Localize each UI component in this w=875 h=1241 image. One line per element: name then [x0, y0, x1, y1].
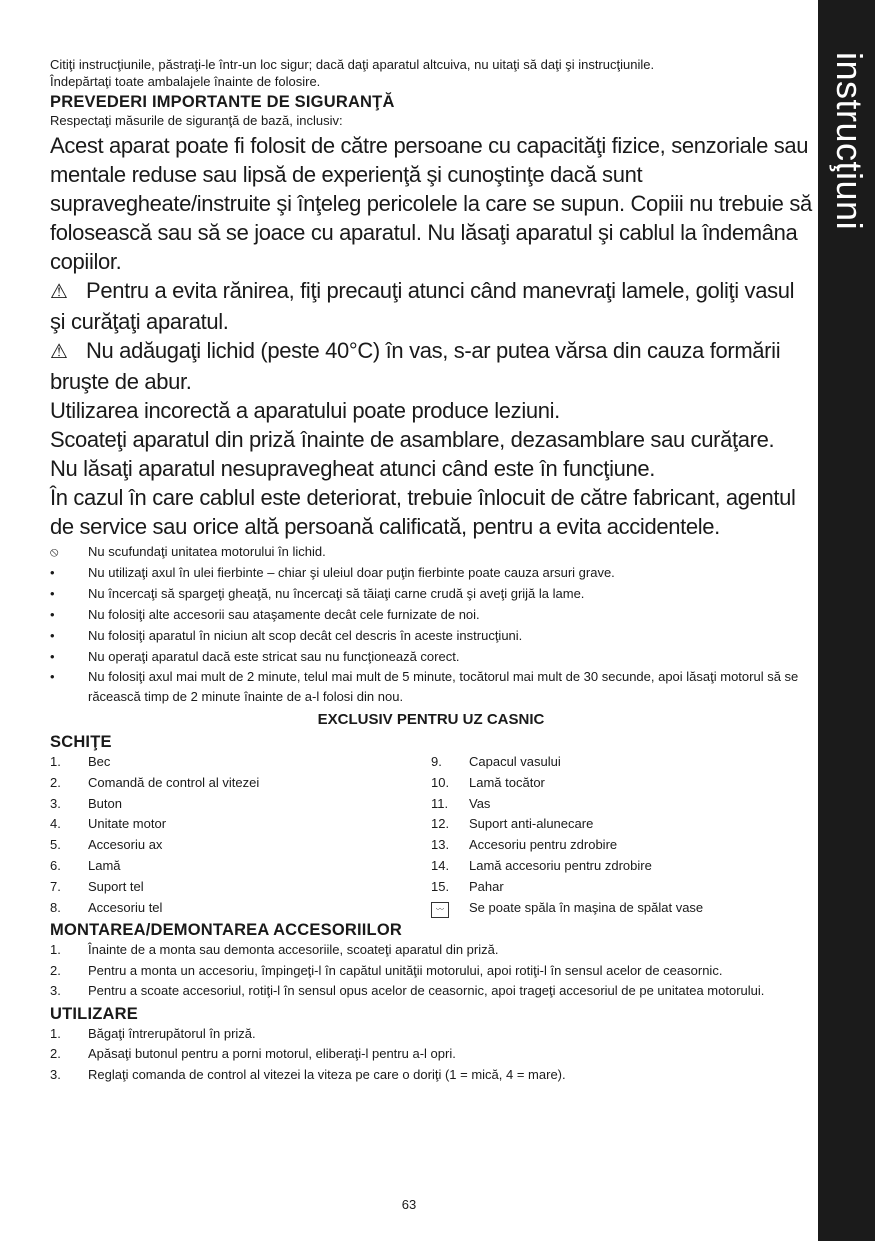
no-immerse-icon: ⦸	[50, 544, 59, 559]
parts-column-right	[431, 752, 812, 918]
step-number: 3.	[50, 1066, 61, 1082]
step-number: 1.	[50, 942, 61, 958]
part-item	[431, 752, 812, 773]
dishwasher-icon: 〰	[431, 898, 449, 919]
part-number: 9.	[431, 754, 442, 769]
part-label: Suport tel	[88, 878, 144, 894]
section-sidebar	[818, 0, 875, 1241]
list-item	[50, 981, 812, 1002]
list-item	[50, 604, 812, 625]
safety-warning-7: În cazul în care cablul este deteriorat, trebuie înlocuit de către fabricant, agentul de service sau orice altă persoană calificată, pentru a evita accidentele.	[50, 485, 796, 539]
safety-warning-3	[50, 336, 812, 396]
part-label: Pahar	[469, 878, 504, 894]
bullet: •	[50, 586, 55, 601]
part-item	[50, 835, 431, 856]
safety-list	[50, 541, 812, 707]
step-number: 2.	[50, 962, 61, 978]
bullet: •	[50, 565, 55, 580]
part-number: 15.	[431, 878, 450, 894]
part-item	[431, 814, 812, 835]
safety-subheading: Respectaţi măsurile de siguranţă de bază, inclusiv:	[50, 113, 343, 128]
part-item	[50, 794, 431, 815]
part-number: 11.	[431, 795, 449, 811]
part-item	[50, 814, 431, 835]
usage-heading: UTILIZARE	[50, 1004, 138, 1023]
part-label: Suport anti-alunecare	[469, 816, 594, 832]
part-number: 6.	[50, 857, 61, 873]
bullet: •	[50, 649, 55, 664]
list-item	[50, 940, 812, 961]
bullet: •	[50, 628, 55, 643]
part-item	[431, 877, 812, 898]
step-number: 2.	[50, 1046, 61, 1062]
part-item	[50, 752, 431, 773]
part-number: 10.	[431, 774, 450, 790]
dishwasher-safe-label: Se poate spăla în maşina de spălat vase	[469, 899, 704, 915]
part-label: Lamă accesoriu pentru zdrobire	[469, 857, 652, 873]
part-number: 4.	[50, 816, 61, 832]
list-item-text: Nu încercaţi să spargeţi gheaţă, nu încercaţi să tăiaţi carne crudă şi aveţi grijă la lame.	[88, 586, 585, 601]
part-label: Accesoriu ax	[88, 837, 163, 853]
list-item-text: Nu folosiţi aparatul în niciun alt scop decât cel descris în aceste instrucţiuni.	[88, 628, 523, 643]
warning-triangle-icon: ⚠	[50, 281, 68, 303]
list-item	[50, 541, 812, 562]
list-item-text: Nu folosiţi alte accesorii sau ataşamente decât cele furnizate de noi.	[88, 607, 480, 622]
list-item-text: Nu scufundaţi unitatea motorului în lichid.	[88, 544, 326, 559]
part-label: Accesoriu tel	[88, 899, 163, 915]
list-item	[50, 961, 812, 982]
intro-line-2: Îndepărtaţi toate ambalajele înainte de folosire.	[50, 74, 321, 89]
part-number: 2.	[50, 774, 61, 790]
assembly-list	[50, 940, 812, 1002]
part-label: Accesoriu pentru zdrobire	[469, 837, 618, 853]
part-number: 13.	[431, 837, 450, 853]
part-number: 14.	[431, 857, 450, 873]
list-item-text: Nu utilizaţi axul în ulei fierbinte – chiar şi uleiul doar puţin fierbinte poate cauza arsuri grave.	[88, 565, 615, 580]
list-item	[50, 667, 812, 707]
list-item	[50, 583, 812, 604]
step-text: Băgaţi întrerupătorul în priză.	[88, 1025, 256, 1041]
part-item	[50, 898, 431, 919]
parts-column-left	[50, 752, 431, 918]
list-item-text: Nu operaţi aparatul dacă este stricat sau nu funcţionează corect.	[88, 649, 460, 664]
safety-heading: PREVEDERI IMPORTANTE DE SIGURANŢĂ	[50, 93, 395, 111]
list-item	[50, 1044, 812, 1065]
step-text: Reglaţi comanda de control al vitezei la viteza pe care o doriţi (1 = mică, 4 = mare).	[88, 1066, 566, 1082]
household-use-notice: EXCLUSIV PENTRU UZ CASNIC	[317, 711, 545, 728]
section-label: instrucţiuni	[829, 52, 870, 231]
hot-surface-warning-icon: ⚠	[50, 341, 68, 363]
part-item	[431, 835, 812, 856]
step-text: Înainte de a monta sau demonta accesoriile, scoateţi aparatul din priză.	[88, 942, 499, 958]
part-number: 5.	[50, 837, 61, 853]
step-text: Pentru a monta un accesoriu, împingeţi-l în capătul unităţii motorului, apoi rotiţi-l în sensul acelor de ceasornic.	[88, 962, 723, 978]
part-item	[50, 877, 431, 898]
list-item	[50, 646, 812, 667]
part-item	[431, 856, 812, 877]
list-item	[50, 1024, 812, 1045]
list-item-text: Nu folosiţi axul mai mult de 2 minute, telul mai mult de 5 minute, tocătorul mai mult de 30 secunde, apoi lăsaţi motorul să se răcească timp de 2 minute înainte de a-l folosi din nou.	[88, 669, 799, 704]
assembly-heading: MONTAREA/DEMONTAREA ACCESORIILOR	[50, 921, 402, 940]
part-number: 7.	[50, 878, 61, 894]
safety-warning-6: Nu lăsaţi aparatul nesupravegheat atunci când este în funcţiune.	[50, 456, 656, 481]
part-label: Buton	[88, 795, 122, 811]
step-number: 3.	[50, 983, 61, 999]
page-content	[50, 56, 812, 1085]
safety-warning-4: Utilizarea incorectă a aparatului poate produce leziuni.	[50, 398, 560, 423]
part-label: Comandă de control al vitezei	[88, 774, 260, 790]
part-item	[50, 773, 431, 794]
part-label: Lamă	[88, 857, 121, 873]
intro-line-1: Citiţi instrucţiunile, păstraţi-le într-un loc sigur; dacă daţi aparatul altcuiva, nu uitaţi să daţi şi instrucţiunile.	[50, 57, 655, 72]
part-item	[431, 773, 812, 794]
part-item	[50, 856, 431, 877]
safety-warning-2-text: Pentru a evita rănirea, fiţi precauţi atunci când manevraţi lamele, goliţi vasul şi curăţaţi aparatul.	[50, 278, 795, 334]
bullet: •	[50, 607, 55, 622]
parts-list	[50, 752, 812, 918]
list-item	[50, 562, 812, 583]
list-item	[50, 1065, 812, 1086]
part-label: Bec	[88, 754, 111, 769]
page-number: 63	[401, 1197, 417, 1212]
step-text: Pentru a scoate accesoriul, rotiţi-l în sensul opus acelor de ceasornic, apoi trageţi accesoriul de pe unitatea motorului.	[88, 983, 765, 999]
list-item	[50, 625, 812, 646]
safety-warning-5: Scoateţi aparatul din priză înainte de asamblare, dezasamblare sau curăţare.	[50, 427, 775, 452]
safety-warning-1: Acest aparat poate fi folosit de către persoane cu capacităţi fizice, senzoriale sau mentale reduse sau lipsă de experienţă şi cunoştinţe dacă sunt supravegheate/instruite şi înţeleg pericolele la care se supun. Copiii nu trebuie să folosească sau să se joace cu aparatul. Nu lăsaţi aparatul şi cablul la îndemâna copiilor.	[50, 133, 812, 274]
part-number: 1.	[50, 754, 61, 769]
part-number: 3.	[50, 795, 61, 811]
safety-warning-3-text: Nu adăugaţi lichid (peste 40°C) în vas, s-ar putea vărsa din cauza formării bruşte de abur.	[50, 338, 781, 394]
part-number: 8.	[50, 899, 61, 915]
bullet: •	[50, 669, 55, 684]
part-label: Lamă tocător	[469, 774, 545, 790]
step-text: Apăsaţi butonul pentru a porni motorul, eliberaţi-l pentru a-l opri.	[88, 1046, 456, 1062]
part-label: Capacul vasului	[469, 754, 561, 769]
part-item	[431, 898, 812, 919]
part-label: Unitate motor	[88, 816, 167, 832]
step-number: 1.	[50, 1025, 61, 1041]
usage-list	[50, 1024, 812, 1086]
safety-warning-2	[50, 276, 812, 336]
part-label: Vas	[469, 795, 491, 811]
part-item	[431, 794, 812, 815]
parts-heading: SCHIŢE	[50, 733, 112, 751]
part-number: 12.	[431, 816, 450, 832]
